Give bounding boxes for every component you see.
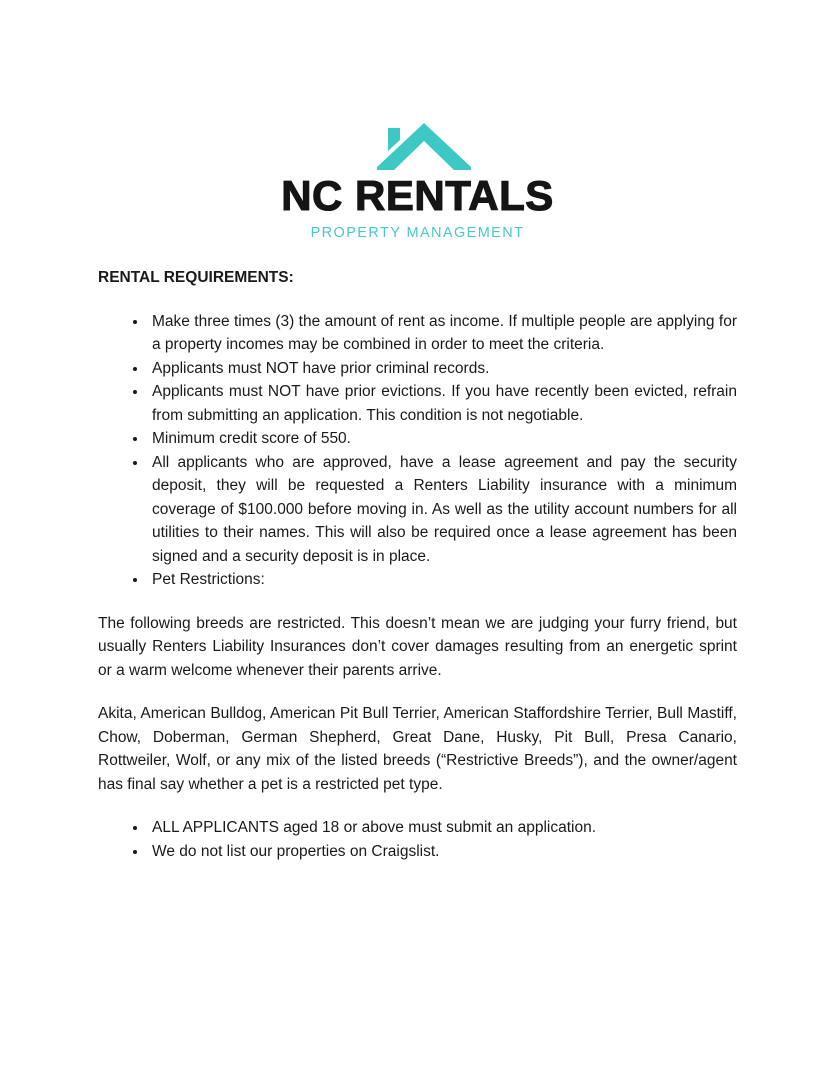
section-heading: RENTAL REQUIREMENTS:: [98, 269, 294, 286]
list-item-evictions: • Applicants must NOT have prior evictions. If you have recently been evicted, refrain from submitting an application. This condition is not negotiable.: [148, 380, 737, 427]
list-item-credit-score: • Minimum credit score of 550.: [148, 427, 737, 451]
list-item-liability-insurance: • All applicants who are approved, have a lease agreement and pay the security deposit, they will be requested a Renters Liability insurance with a minimum coverage of $100.000 before moving in. As well as the utility account numbers for all utilities to their names. This will also be required once a lease agreement has been signed and a security deposit is in place.: [148, 451, 737, 569]
paragraph-restricted-breeds-intro: The following breeds are restricted. This doesn’t mean we are judging your furry friend, but usually Renters Liability Insurances don’t cover damages resulting from an energetic sprint or a warm welcome whenever their parents arrive.: [98, 614, 737, 679]
company-logo: [0, 0, 835, 244]
house-roof-icon: [364, 119, 471, 170]
list-item-income: • Make three times (3) the amount of rent as income. If multiple people are applying for a property incomes may be combined in order to meet the criteria.: [148, 310, 737, 357]
logo-subtitle: PROPERTY MANAGEMENT: [310, 225, 525, 241]
list-item-pet-restrictions: • Pet Restrictions:: [148, 568, 737, 592]
paragraph-restricted-breeds-list: Akita, American Bulldog, American Pit Bull Terrier, American Staffordshire Terrier, Bull Mastiff, Chow, Doberman, German Shepherd, Great Dane, Husky, Pit Bull, Presa Canario, Rottweiler, Wolf, or any mix of the listed breeds (“Restrictive Breeds”), and the owner/agent has final say whether a pet is a restricted pet type.: [98, 705, 737, 793]
logo-title: NC RENTALS: [281, 172, 554, 219]
document-body: [98, 266, 737, 863]
requirements-list: [98, 310, 737, 592]
list-item-craigslist: • We do not list our properties on Craigslist.: [148, 840, 737, 864]
final-notes-list: [98, 816, 737, 863]
list-item-criminal-records: • Applicants must NOT have prior criminal records.: [148, 357, 737, 381]
list-item-applicants-age: • ALL APPLICANTS aged 18 or above must submit an application.: [148, 816, 737, 840]
